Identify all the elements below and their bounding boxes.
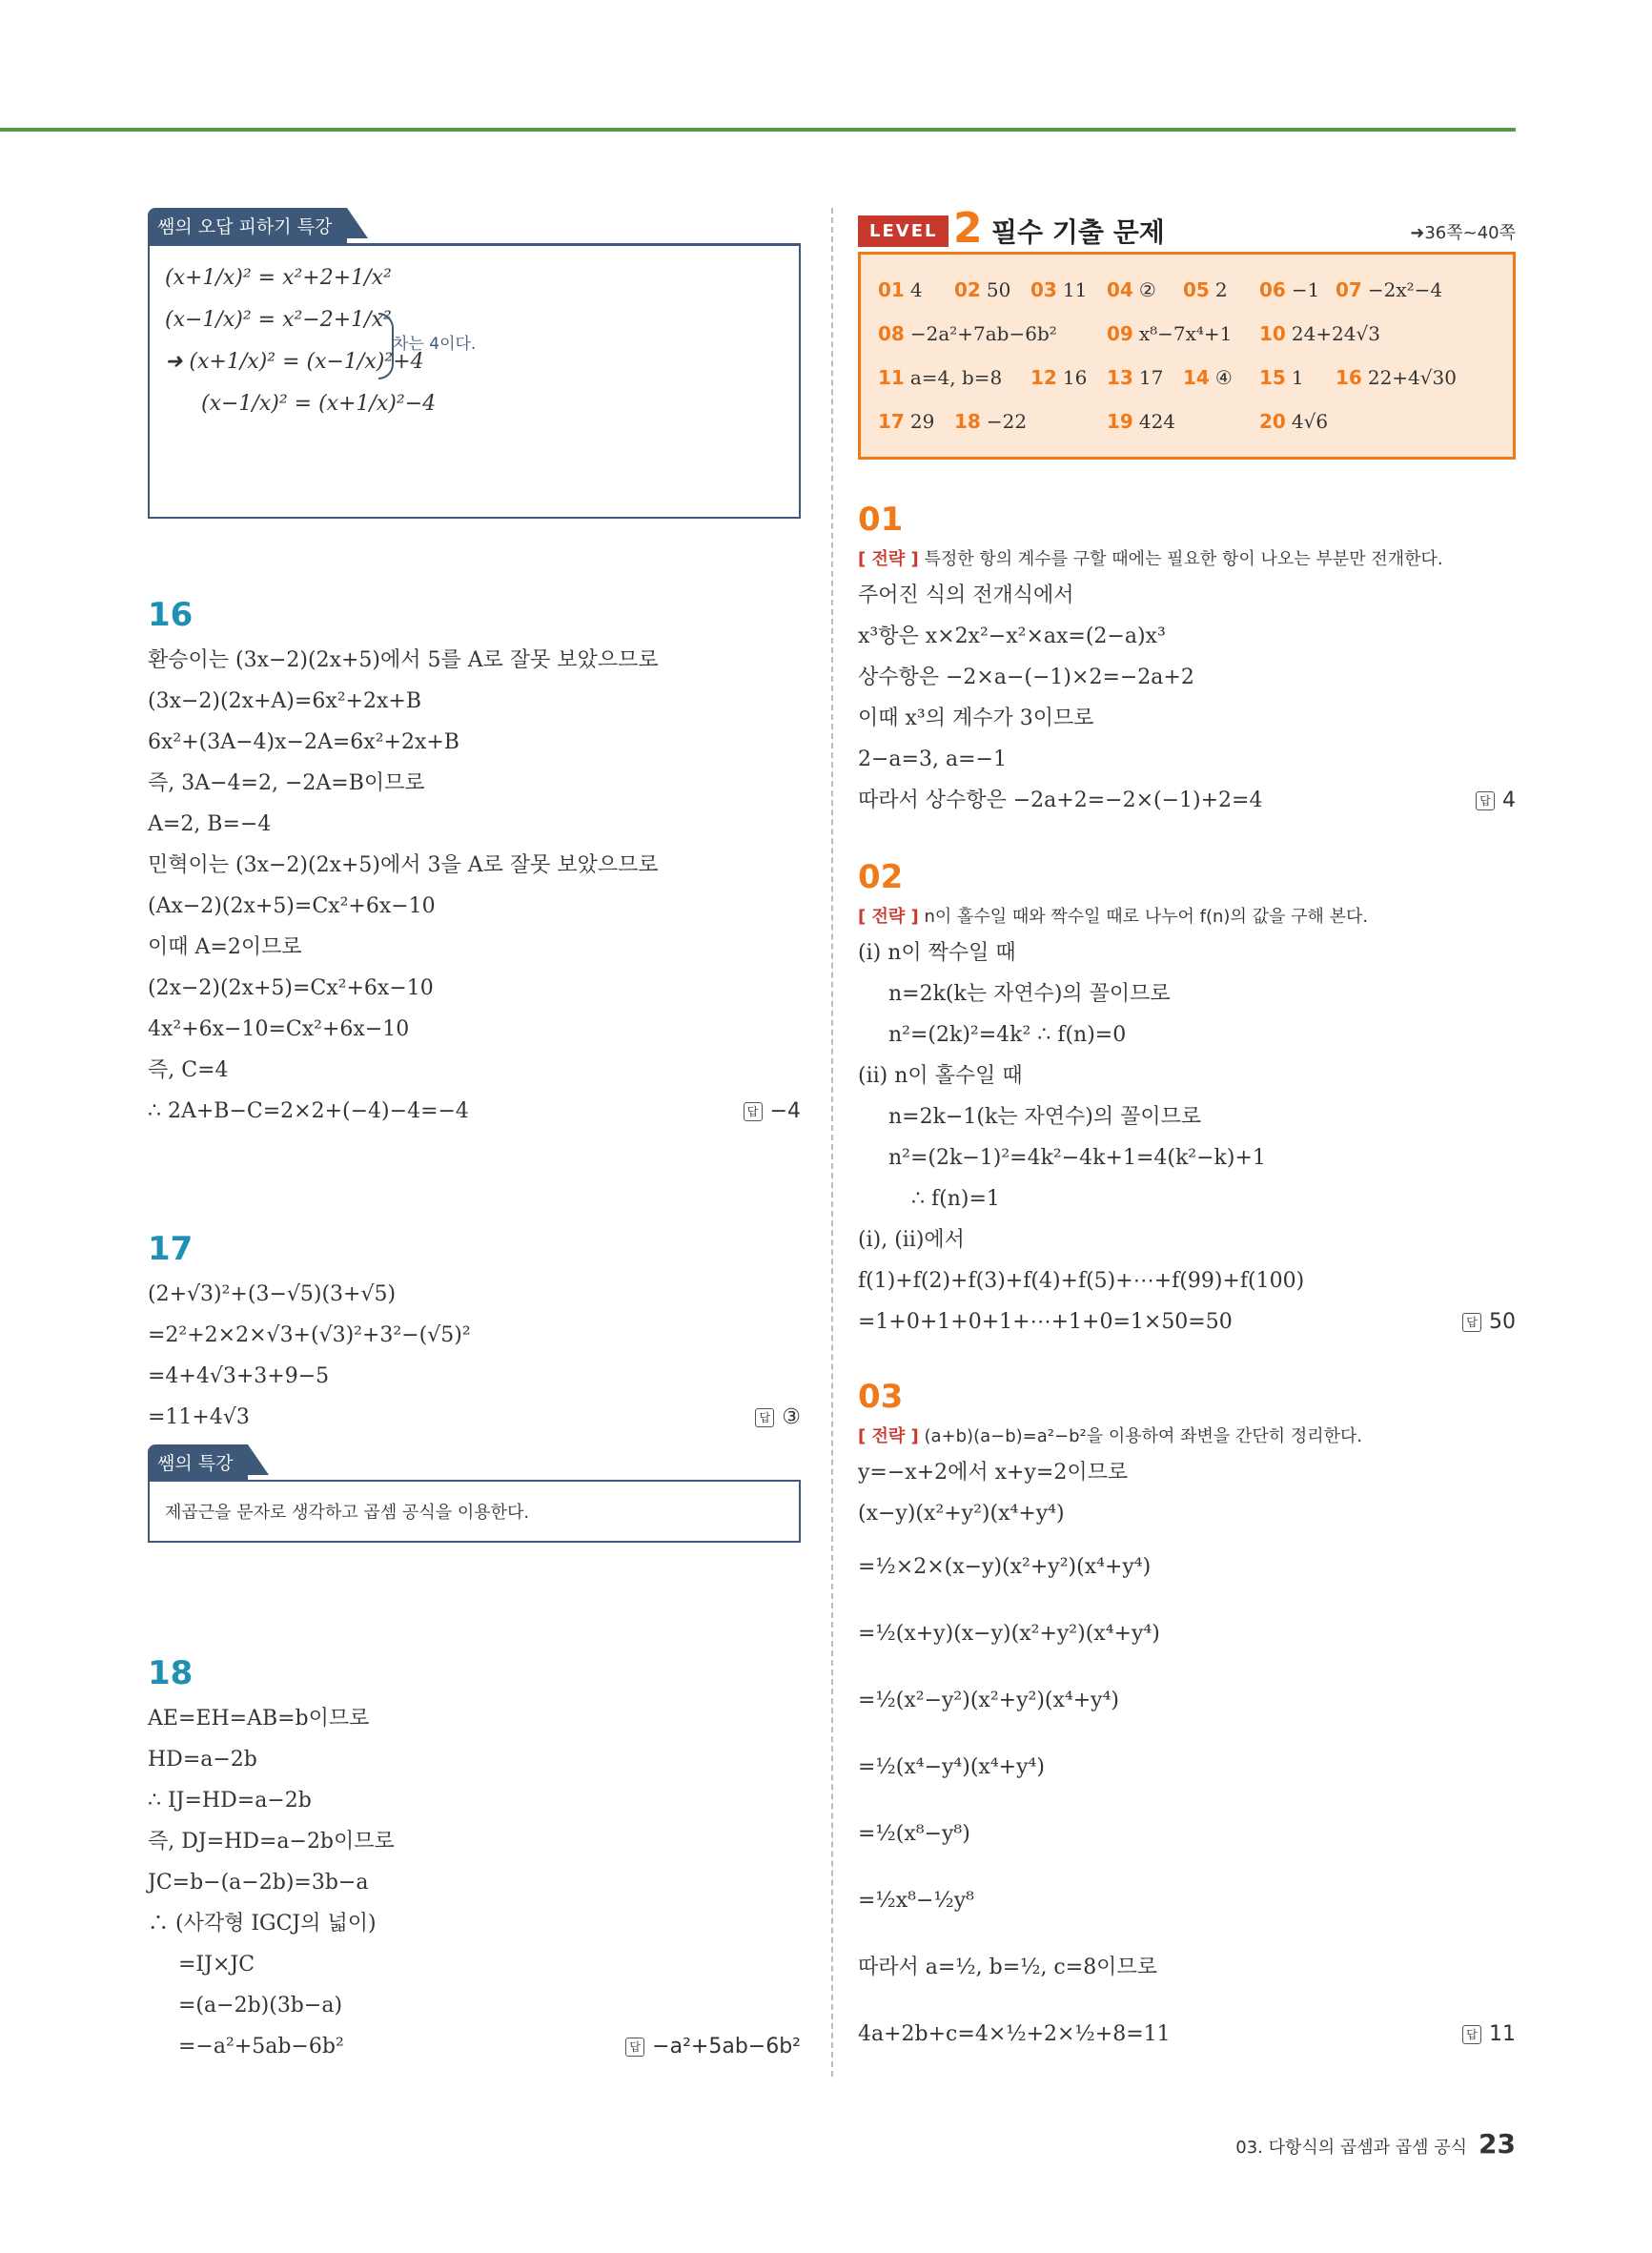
solution-line: A=2, B=−4 [148, 812, 272, 836]
solution-line: 이때 A=2이므로 [148, 935, 302, 959]
solution-line: HD=a−2b [148, 1748, 257, 1772]
solution-line: =(a−2b)(3b−a) [178, 1994, 343, 2017]
grid-answer: 18 −22 [954, 410, 1028, 433]
tip-box-2 [148, 1444, 801, 1543]
answer-icon: 답 [1462, 2025, 1481, 2044]
solution-line: =−a²+5ab−6b² [178, 2035, 344, 2058]
tip-text: 제곱근을 문자로 생각하고 곱셈 공식을 이용한다. [148, 1480, 801, 1543]
answer-row [148, 1397, 801, 1438]
solution-line: (Ax−2)(2x+5)=Cx²+6x−10 [148, 894, 436, 918]
level-title: 필수 기출 문제 [991, 216, 1165, 248]
answer-value: −a²+5ab−6b² [652, 2035, 801, 2058]
grid-answer: 05 2 [1183, 278, 1228, 301]
solution-line: 2−a=3, a=−1 [858, 748, 1007, 771]
tip-content [148, 243, 801, 500]
answer [1462, 1301, 1516, 1342]
solution-line: 환승이는 (3x−2)(2x+5)에서 5를 A로 잘못 보았으므로 [148, 648, 659, 672]
tip-eq-4: (x−1/x)² = (x+1/x)²−4 [201, 392, 437, 416]
grid-answer: 17 29 [878, 410, 935, 433]
answer-row [858, 780, 1516, 821]
problem-number: 17 [148, 1230, 194, 1268]
problem-number: 02 [858, 858, 904, 896]
solution-line: JC=b−(a−2b)=3b−a [148, 1871, 369, 1895]
strategy-label: [ 전략 ] [858, 1426, 919, 1446]
solution-line: y=−x+2에서 x+y=2이므로 [858, 1461, 1129, 1485]
solution-line: =½(x+y)(x−y)(x²+y²)(x⁴+y⁴) [858, 1622, 1160, 1646]
answer-icon: 답 [1462, 1313, 1481, 1332]
level-header [858, 204, 1516, 253]
solution-line: ∴ (사각형 IGCJ의 넓이) [148, 1912, 377, 1936]
solution-line: x³항은 x×2x²−x²×ax=(2−a)x³ [858, 625, 1166, 648]
grid-answer: 14 ④ [1183, 366, 1233, 389]
solution-line: =½×2×(x−y)(x²+y²)(x⁴+y⁴) [858, 1555, 1152, 1579]
grid-answer: 12 16 [1030, 366, 1088, 389]
strategy-label: [ 전략 ] [858, 907, 919, 927]
solution-line: n=2k(k는 자연수)의 꼴이므로 [888, 982, 1171, 1006]
chapter-title: 03. 다항식의 곱셈과 곱셈 공식 [1235, 2138, 1468, 2158]
solution-line: ∴ IJ=HD=a−2b [148, 1789, 312, 1813]
level-section [858, 204, 1516, 460]
solution-line: 민혁이는 (3x−2)(2x+5)에서 3을 A로 잘못 보았으므로 [148, 853, 659, 877]
answer [1462, 2001, 1516, 2068]
grid-answer: 20 4√6 [1259, 410, 1329, 433]
page-footer [1235, 2128, 1516, 2160]
solution-line: (2+√3)²+(3−√5)(3+√5) [148, 1282, 397, 1306]
problem-number: 16 [148, 596, 194, 634]
solution-line: ∴ f(n)=1 [911, 1187, 1000, 1211]
strategy [858, 1422, 1516, 1452]
tip-note: 차는 4이다. [393, 335, 477, 354]
grid-answer: 19 424 [1107, 410, 1176, 433]
answer-icon: 답 [625, 2038, 644, 2057]
solution-line: =½(x⁴−y⁴)(x⁴+y⁴) [858, 1755, 1045, 1779]
solution-line: 상수항은 −2×a−(−1)×2=−2a+2 [858, 666, 1194, 689]
grid-answer: 06 −1 [1259, 278, 1320, 301]
answer [625, 2026, 801, 2067]
brace-arrow [378, 313, 394, 379]
solution-line: 즉, 3A−4=2, −2A=B이므로 [148, 771, 425, 795]
grid-answer: 08 −2a²+7ab−6b² [878, 322, 1057, 345]
answer-icon: 답 [744, 1102, 763, 1121]
strategy-label: [ 전략 ] [858, 549, 919, 569]
strategy [858, 902, 1516, 932]
grid-answer: 07 −2x²−4 [1336, 278, 1443, 301]
answer-grid-row [878, 312, 1496, 356]
tip-eq-3: ➜ (x+1/x)² = (x−1/x)²+4 [165, 350, 424, 374]
grid-answer: 13 17 [1107, 366, 1164, 389]
answer-icon: 답 [755, 1408, 774, 1427]
solution-line: 즉, DJ=HD=a−2b이므로 [148, 1830, 395, 1854]
solution-line: 6x²+(3A−4)x−2A=6x²+2x+B [148, 730, 459, 754]
top-rule [0, 128, 1516, 132]
tip-box-1 [148, 208, 801, 519]
answer-row [148, 1091, 801, 1132]
problem-number: 03 [858, 1378, 904, 1416]
solution-line: =IJ×JC [178, 1953, 255, 1976]
problem-02 [858, 858, 1516, 1342]
answer-grid-row [878, 399, 1496, 443]
solution-line: 4a+2b+c=4×½+2×½+8=11 [858, 2022, 1171, 2046]
solution-line: ∴ 2A+B−C=2×2+(−4)−4=−4 [148, 1099, 469, 1123]
problem-number: 01 [858, 501, 904, 539]
answer-value: ③ [782, 1405, 801, 1429]
solution-line: 따라서 상수항은 −2a+2=−2×(−1)+2=4 [858, 789, 1263, 812]
problem-03 [858, 1378, 1516, 2068]
tip-title: 쌤의 특강 [148, 1444, 248, 1480]
solution-line: (ⅰ) n이 짝수일 때 [858, 941, 1016, 965]
solution-line: (2x−2)(2x+5)=Cx²+6x−10 [148, 976, 434, 1000]
level-number: 2 [953, 204, 983, 253]
strategy [858, 544, 1516, 575]
answer-grid-row [878, 356, 1496, 399]
solution-line: 주어진 식의 전개식에서 [858, 584, 1074, 607]
tip-eq-1: (x+1/x)² = x²+2+1/x² [165, 266, 392, 290]
solution-line: (ⅱ) n이 홀수일 때 [858, 1064, 1023, 1088]
answer-value: 11 [1489, 2022, 1516, 2046]
solution-line: (3x−2)(2x+A)=6x²+2x+B [148, 689, 421, 713]
tip-box-foot [148, 500, 801, 519]
solution-line: 4x²+6x−10=Cx²+6x−10 [148, 1017, 410, 1041]
strategy-text: (a+b)(a−b)=a²−b²을 이용하여 좌변을 간단히 정리한다. [924, 1426, 1363, 1446]
solution-line: (x−y)(x²+y²)(x⁴+y⁴) [858, 1502, 1065, 1526]
answer [1476, 780, 1516, 821]
answer-grid [858, 252, 1516, 460]
answer-icon: 답 [1476, 791, 1495, 810]
page-number: 23 [1479, 2128, 1516, 2160]
solution-line: =½(x⁸−y⁸) [858, 1822, 970, 1846]
answer [755, 1397, 801, 1438]
grid-answer: 16 22+4√30 [1336, 366, 1457, 389]
strategy-text: 특정한 항의 계수를 구할 때에는 필요한 항이 나오는 부분만 전개한다. [924, 549, 1443, 569]
solution-line: n²=(2k−1)²=4k²−4k+1=4(k²−k)+1 [888, 1146, 1266, 1170]
solution-line: n=2k−1(k는 자연수)의 꼴이므로 [888, 1105, 1202, 1129]
solution-line: 즉, C=4 [148, 1058, 229, 1082]
answer-grid-row [878, 268, 1496, 312]
answer-value: −4 [769, 1099, 801, 1123]
problem-number: 18 [148, 1654, 194, 1692]
solution-line: =½(x²−y²)(x²+y²)(x⁴+y⁴) [858, 1689, 1119, 1712]
answer-row [858, 1301, 1516, 1342]
tip-title: 쌤의 오답 피하기 특강 [148, 208, 347, 243]
tip-eq-2: (x−1/x)² = x²−2+1/x² [165, 308, 392, 332]
solution-line: =1+0+1+0+1+⋯+1+0=1×50=50 [858, 1310, 1233, 1334]
problem-18 [148, 1654, 801, 2067]
answer-value: 50 [1489, 1310, 1516, 1334]
solution-line: =2²+2×2×√3+(√3)²+3²−(√5)² [148, 1323, 471, 1347]
grid-answer: 11 a=4, b=8 [878, 366, 1003, 389]
solution-line: 이때 x³의 계수가 3이므로 [858, 707, 1094, 730]
solution-line: n²=(2k)²=4k² ∴ f(n)=0 [888, 1023, 1127, 1047]
grid-answer: 10 24+24√3 [1259, 322, 1380, 345]
solution-line: =11+4√3 [148, 1405, 250, 1429]
solution-line: AE=EH=AB=b이므로 [148, 1707, 370, 1731]
problem-16 [148, 596, 801, 1132]
column-divider [831, 208, 833, 2077]
level-badge: LEVEL [858, 215, 948, 247]
grid-answer: 02 50 [954, 278, 1011, 301]
grid-answer: 04 ② [1107, 278, 1156, 301]
solution-line: =4+4√3+3+9−5 [148, 1364, 330, 1388]
answer [744, 1091, 801, 1132]
grid-answer: 01 4 [878, 278, 923, 301]
problem-17 [148, 1230, 801, 1438]
answer-row [858, 2001, 1516, 2068]
grid-answer: 09 x⁸−7x⁴+1 [1107, 322, 1233, 345]
answer-row [148, 2026, 801, 2067]
strategy-text: n이 홀수일 때와 짝수일 때로 나누어 f(n)의 값을 구해 본다. [924, 907, 1369, 927]
answer-value: 4 [1502, 789, 1516, 812]
problem-01 [858, 501, 1516, 821]
solution-line: (ⅰ), (ⅱ)에서 [858, 1228, 965, 1252]
solution-line: 따라서 a=½, b=½, c=8이므로 [858, 1956, 1157, 1979]
grid-answer: 15 1 [1259, 366, 1304, 389]
page-reference: ➜36쪽~40쪽 [1410, 223, 1516, 243]
solution-line: f(1)+f(2)+f(3)+f(4)+f(5)+⋯+f(99)+f(100) [858, 1269, 1305, 1293]
solution-line: =½x⁸−½y⁸ [858, 1889, 974, 1913]
grid-answer: 03 11 [1030, 278, 1088, 301]
